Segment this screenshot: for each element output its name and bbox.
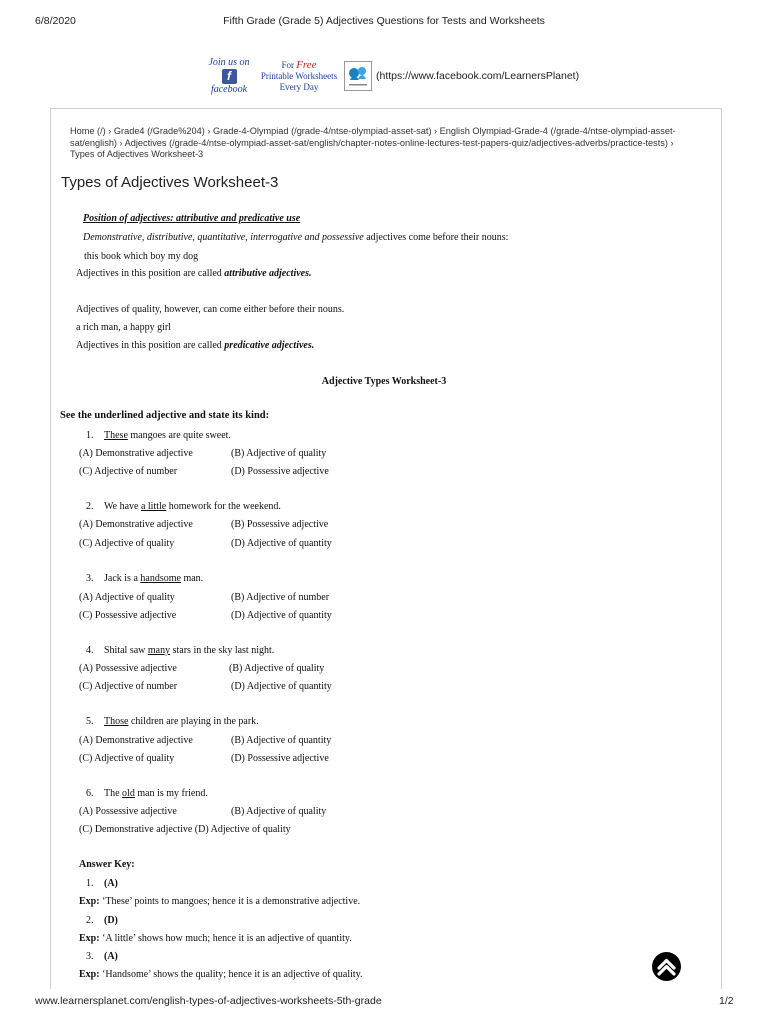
predicative-term: predicative adjectives. <box>224 340 315 351</box>
option-d: (D) Adjective of quantity <box>231 538 332 549</box>
exp-text: ‘These’ points to mangoes; hence it is a demonstrative adjective. <box>99 896 361 907</box>
attributive-term: attributive adjectives. <box>224 268 312 279</box>
print-date: 6/8/2020 <box>35 15 76 27</box>
intro-rest: adjectives come before their nouns: <box>363 232 509 243</box>
intro-italic: Demonstrative, distributive, quantitative, interrogative and possessive <box>83 232 364 243</box>
free-prefix: For <box>281 59 294 70</box>
footer-url: www.learnersplanet.com/english-types-of-adjectives-worksheets-5th-grade <box>35 995 382 1007</box>
question-text <box>86 788 208 799</box>
option-c: (C) Possessive adjective <box>79 610 177 621</box>
predicative-line <box>76 340 314 351</box>
predicative-prefix: Adjectives in this position are called <box>76 340 225 351</box>
position-heading: Position of adjectives: attributive and predicative use <box>83 213 301 224</box>
breadcrumb[interactable]: Home (/) › Grade4 (/Grade%204) › Grade-4-Olympiad (/grade-4/ntse-olympiad-asset-sat) › English Olympiad-Grade-4 (/grade-4/ntse-olympiad-asset-sat/english) › Adjectives (/grade-4/ntse-olympiad-asset-sat/english/chapter-notes-online-lectures-test-papers-quiz/adjectives-adverbs/practice-tests) › Types of Adjectives Worksheet-3 <box>70 126 676 159</box>
option-c: (C) Adjective of number <box>79 681 178 692</box>
question-number: 6. <box>86 788 94 799</box>
question-post: children are playing in the park. <box>128 716 259 727</box>
underlined-adjective: old <box>122 788 135 799</box>
option-a: (A) Demonstrative adjective <box>79 519 193 530</box>
option-d: (D) Possessive adjective <box>231 753 329 764</box>
option-d: (D) Adjective of quantity <box>231 610 332 621</box>
answer-1 <box>86 878 118 889</box>
facebook-link[interactable]: (https://www.facebook.com/LearnersPlanet) <box>376 70 580 82</box>
join-facebook[interactable] <box>205 57 253 96</box>
intro-line-1 <box>83 232 508 243</box>
exp-label: Exp: <box>79 969 100 980</box>
question-text <box>86 573 203 584</box>
question-post: mangoes are quite sweet. <box>127 430 231 441</box>
free-word: Free <box>296 58 317 71</box>
exp-text: ‘Handsome’ shows the quality; hence it is an adjective of quality. <box>99 969 363 980</box>
facebook-icon: f <box>222 69 237 84</box>
answer-choice: (D) <box>104 915 118 926</box>
worksheet-title: Adjective Types Worksheet-3 <box>321 376 447 387</box>
answer-number: 2. <box>86 915 94 926</box>
attributive-examples: this book which boy my dog <box>84 251 199 262</box>
question-text <box>86 430 231 441</box>
explanation-1 <box>79 896 360 907</box>
answer-3 <box>86 951 118 962</box>
answer-number: 1. <box>86 878 94 889</box>
facebook-text: facebook <box>210 83 248 95</box>
every-day-text: Every Day <box>279 81 319 92</box>
option-b: (B) Adjective of quality <box>229 663 325 674</box>
chevron-up-icon <box>652 952 681 981</box>
printable-text: Printable Worksheets <box>260 70 338 81</box>
explanation-3 <box>79 969 363 980</box>
underlined-adjective: handsome <box>140 573 181 584</box>
question-post: man is my friend. <box>134 788 208 799</box>
explanation-2 <box>79 933 352 944</box>
question-number: 4. <box>86 645 94 656</box>
underlined-adjective: Those <box>104 716 129 727</box>
question-number: 2. <box>86 501 94 512</box>
quality-line: Adjectives of quality, however, can come either before their nouns. <box>76 304 345 315</box>
exp-label: Exp: <box>79 896 100 907</box>
answer-choice: (A) <box>104 878 118 889</box>
option-c: (C) Adjective of number <box>79 466 178 477</box>
option-d: (D) Adjective of quantity <box>231 681 332 692</box>
option-c: (C) Adjective of quality <box>79 538 175 549</box>
answer-choice: (A) <box>104 951 118 962</box>
scroll-to-top-button[interactable] <box>652 952 681 981</box>
answer-key-title: Answer Key: <box>79 859 135 870</box>
option-b: (B) Adjective of number <box>231 592 330 603</box>
option-b: (B) Possessive adjective <box>231 519 329 530</box>
option-c: (C) Adjective of quality <box>79 753 175 764</box>
question-number: 3. <box>86 573 94 584</box>
page-title: Types of Adjectives Worksheet-3 <box>61 174 279 191</box>
question-pre: Shital saw <box>104 645 148 656</box>
option-b: (B) Adjective of quantity <box>231 735 332 746</box>
question-post: homework for the weekend. <box>166 501 281 512</box>
underlined-adjective: a little <box>140 501 167 512</box>
attributive-prefix: Adjectives in this position are called <box>76 268 225 279</box>
option-a: (A) Adjective of quality <box>79 592 175 603</box>
question-pre: We have <box>104 501 141 512</box>
question-pre: Jack is a <box>104 573 141 584</box>
question-post: man. <box>180 573 204 584</box>
option-c: (C) Demonstrative adjective (D) Adjective of quality <box>79 824 291 835</box>
predicative-examples: a rich man, a happy girl <box>76 322 171 333</box>
question-number: 5. <box>86 716 94 727</box>
free-worksheets-text <box>257 60 341 93</box>
option-a: (A) Demonstrative adjective <box>79 735 193 746</box>
question-pre: The <box>104 788 123 799</box>
print-title: Fifth Grade (Grade 5) Adjectives Questions for Tests and Worksheets <box>223 15 545 27</box>
answer-number: 3. <box>86 951 94 962</box>
question-text <box>86 716 259 727</box>
option-b: (B) Adjective of quality <box>231 448 327 459</box>
question-text <box>86 501 281 512</box>
question-post: stars in the sky last night. <box>170 645 275 656</box>
instruction: See the underlined adjective and state its kind: <box>60 410 270 421</box>
underlined-adjective: These <box>104 430 128 441</box>
learners-planet-logo-icon <box>344 61 372 91</box>
question-text <box>86 645 274 656</box>
option-a: (A) Possessive adjective <box>79 806 177 817</box>
option-a: (A) Demonstrative adjective <box>79 448 193 459</box>
page-number: 1/2 <box>719 995 734 1007</box>
question-number: 1. <box>86 430 94 441</box>
join-text: Join us on <box>208 56 250 68</box>
exp-label: Exp: <box>79 933 100 944</box>
option-a: (A) Possessive adjective <box>79 663 177 674</box>
exp-text: ‘A little’ shows how much; hence it is an adjective of quantity. <box>99 933 352 944</box>
option-d: (D) Possessive adjective <box>231 466 329 477</box>
option-b: (B) Adjective of quality <box>231 806 327 817</box>
underlined-adjective: many <box>147 645 171 656</box>
attributive-line <box>76 268 312 279</box>
answer-2 <box>86 915 118 926</box>
facebook-banner[interactable] <box>205 55 579 97</box>
